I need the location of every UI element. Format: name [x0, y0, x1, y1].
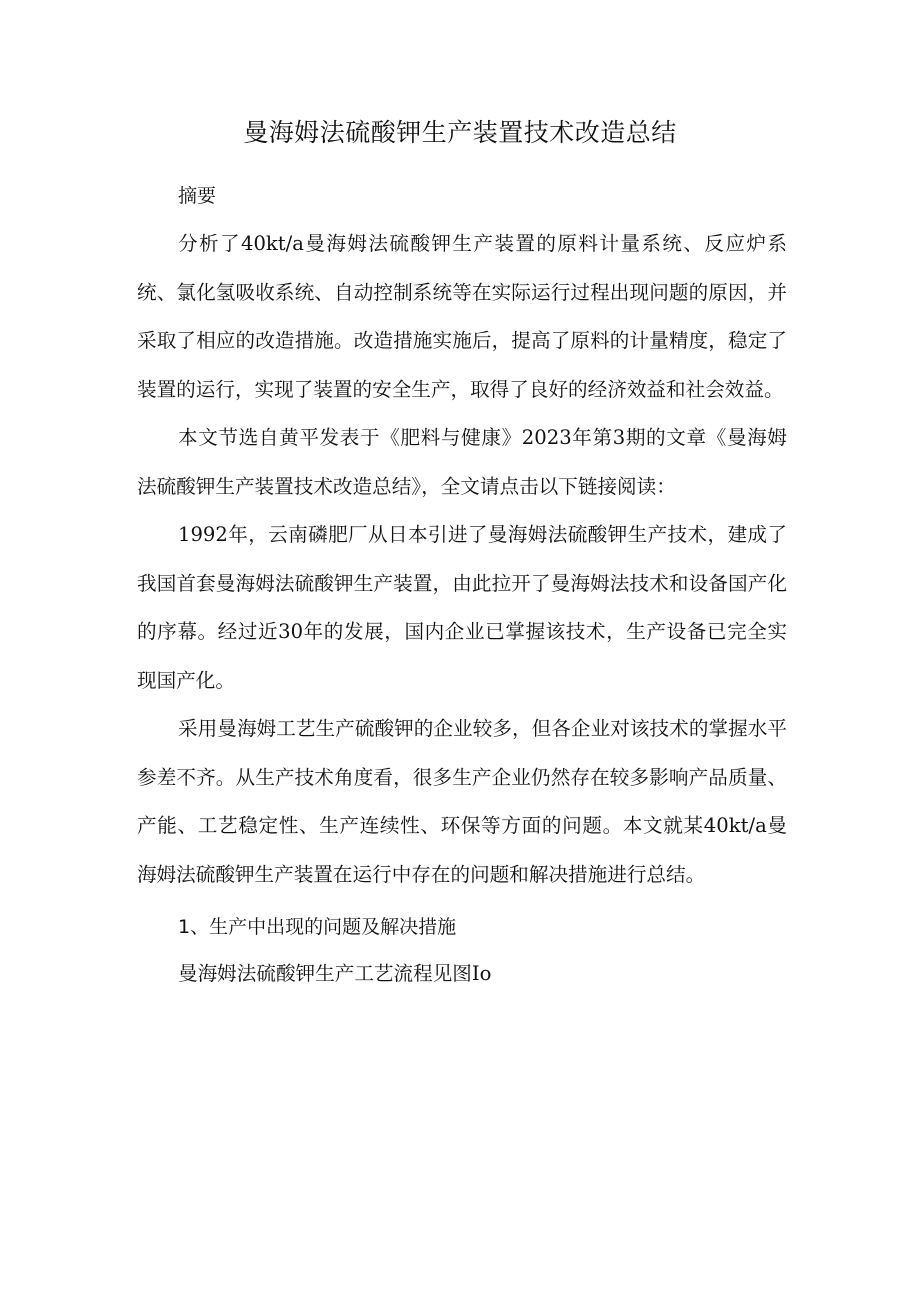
section-1-heading: 1、生产中出现的问题及解决措施	[178, 916, 457, 938]
source-note-paragraph: 本文节选自黄平发表于《肥料与健康》2023年第3期的文章《曼海姆法硫酸钾生产装置技术改造总结》，全文请点击以下链接阅读：	[137, 426, 787, 498]
section-1-paragraph: 曼海姆法硫酸钾生产工艺流程见图Io	[178, 962, 492, 985]
abstract-paragraph-block	[137, 220, 787, 414]
history-paragraph-block	[137, 511, 787, 705]
history-paragraph: 1992年，云南磷肥厂从日本引进了曼海姆法硫酸钾生产技术，建成了我国首套曼海姆法硫酸钾生产装置，由此拉开了曼海姆法技术和设备国产化的序幕。经过近30年的发展，国内企业已掌握该技术，生产设备已完全实现国产化。	[137, 523, 787, 692]
section-1-paragraph-block	[137, 950, 787, 999]
document-title: 曼海姆法硫酸钾生产装置技术改造总结	[243, 118, 677, 147]
source-note-block	[137, 414, 787, 511]
overview-paragraph: 采用曼海姆工艺生产硫酸钾的企业较多，但各企业对该技术的掌握水平参差不齐。从生产技术角度看，很多生产企业仍然存在较多影响产品质量、产能、工艺稳定性、生产连续性、环保等方面的问题。本文就某40kt/a曼海姆法硫酸钾生产装置在运行中存在的问题和解决措施进行总结。	[137, 717, 787, 886]
overview-paragraph-block	[137, 705, 787, 899]
abstract-paragraph: 分析了40kt/a曼海姆法硫酸钾生产装置的原料计量系统、反应炉系统、氯化氢吸收系统、自动控制系统等在实际运行过程出现问题的原因，并采取了相应的改造措施。改造措施实施后，提高了原料的计量精度，稳定了装置的运行，实现了装置的安全生产，取得了良好的经济效益和社会效益。	[137, 232, 787, 401]
abstract-heading: 摘要	[178, 185, 217, 207]
